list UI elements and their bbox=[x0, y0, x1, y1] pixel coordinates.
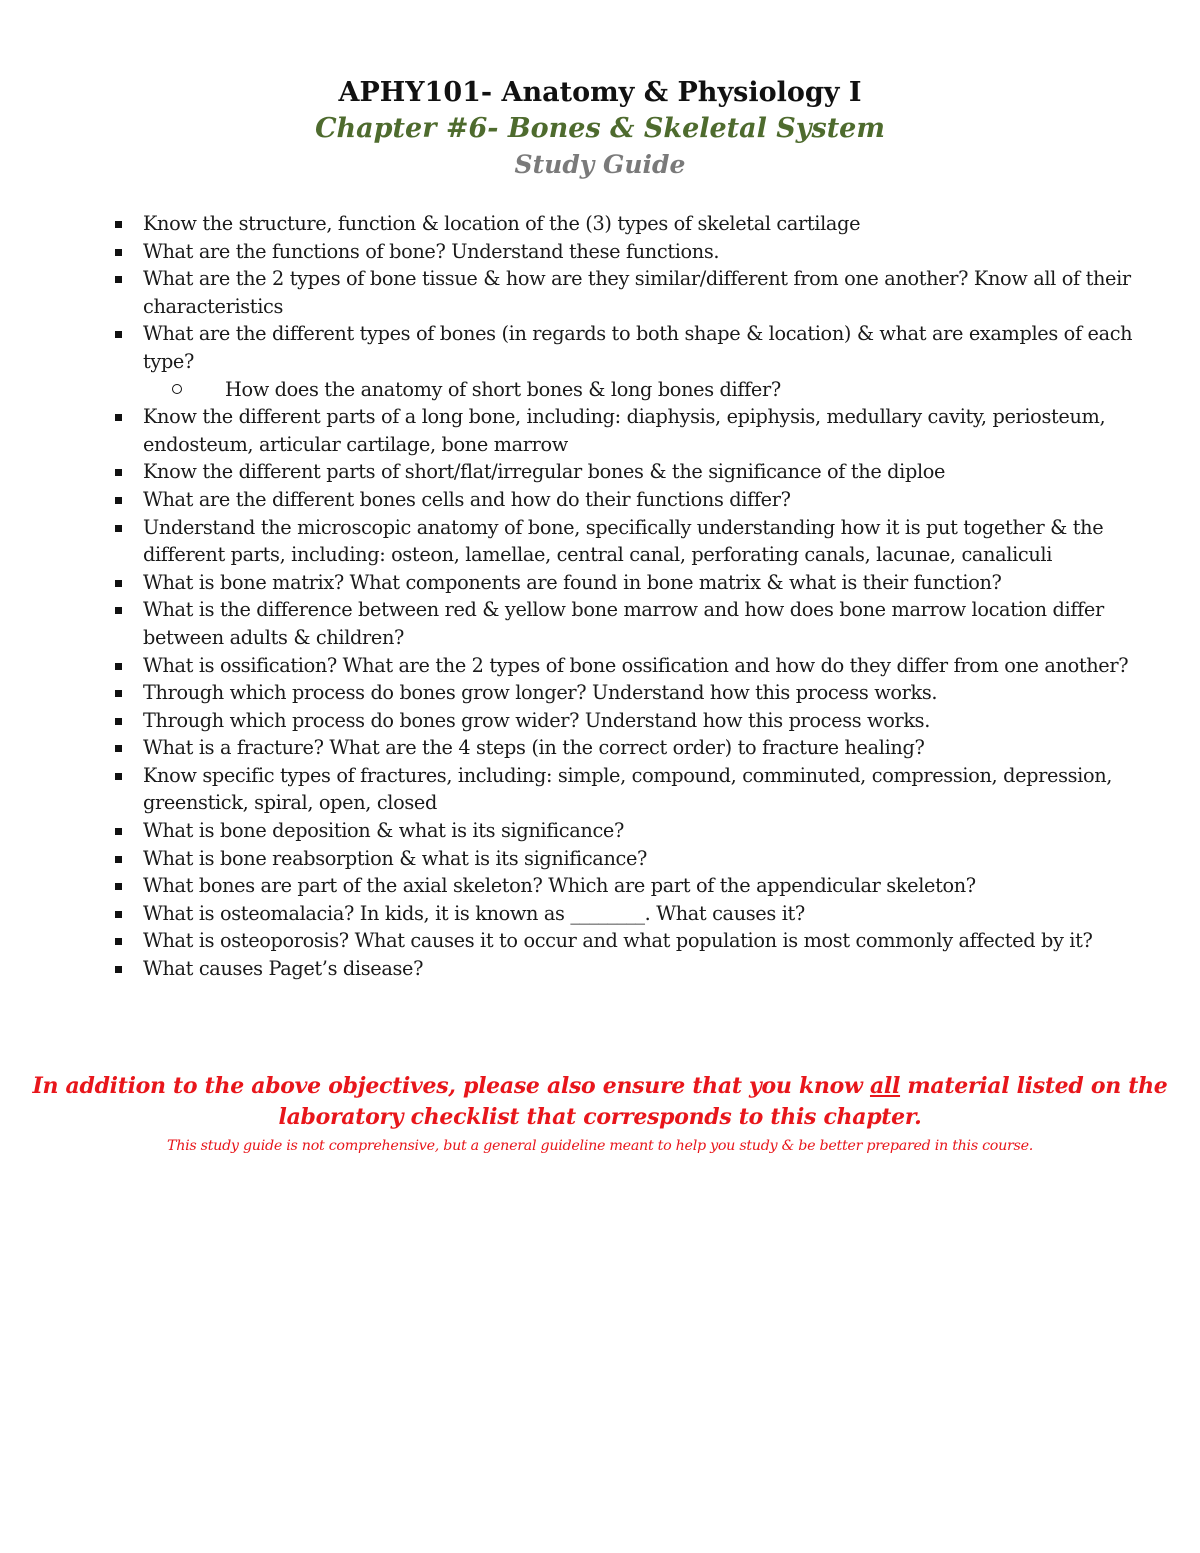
square-bullet-icon bbox=[115, 938, 122, 945]
objective-item bbox=[115, 596, 1135, 651]
circle-bullet-icon bbox=[172, 384, 182, 394]
objective-item bbox=[115, 679, 1135, 707]
objective-text: What are the 2 types of bone tissue & how are they similar/different from one another? Know all of their characteristics bbox=[143, 267, 1131, 318]
square-bullet-icon bbox=[115, 966, 122, 973]
lab-checklist-notice bbox=[0, 1071, 1200, 1133]
square-bullet-icon bbox=[115, 469, 122, 476]
objective-item bbox=[115, 486, 1135, 514]
objective-item bbox=[115, 652, 1135, 680]
objective-item bbox=[115, 210, 1135, 238]
square-bullet-icon bbox=[115, 718, 122, 725]
disclaimer: This study guide is not comprehensive, but a general guideline meant to help you study & be better prepared in this course. bbox=[166, 1138, 1033, 1154]
objective-text: What is osteoporosis? What causes it to occur and what population is most commonly affected by it? bbox=[143, 929, 1093, 953]
square-bullet-icon bbox=[115, 663, 122, 670]
objective-text: What is bone reabsorption & what is its significance? bbox=[143, 846, 648, 870]
square-bullet-icon bbox=[115, 690, 122, 697]
objective-text: What is osteomalacia? In kids, it is known as ________. What causes it? bbox=[143, 901, 805, 925]
objective-text: Know specific types of fractures, including: simple, compound, comminuted, compression, depression, greenstick, spiral, open, closed bbox=[143, 763, 1113, 815]
objective-item bbox=[115, 762, 1135, 817]
objectives-list bbox=[115, 210, 1135, 983]
square-bullet-icon bbox=[115, 276, 122, 283]
objective-item bbox=[115, 927, 1135, 955]
objective-item bbox=[115, 955, 1135, 983]
objective-item bbox=[115, 458, 1135, 486]
notice-emphasis: all bbox=[869, 1073, 901, 1099]
study-guide-label: Study Guide bbox=[514, 150, 686, 179]
objective-text: What is bone deposition & what is its significance? bbox=[143, 819, 624, 843]
objective-item bbox=[115, 403, 1135, 458]
objective-item bbox=[115, 900, 1135, 928]
sub-objective-item bbox=[115, 376, 1135, 404]
objective-item bbox=[115, 734, 1135, 762]
objective-text: What bones are part of the axial skeleton? Which are part of the appendicular skeleton? bbox=[143, 874, 976, 898]
notice-text-after: material listed on the laboratory checklist that corresponds to this chapter. bbox=[278, 1073, 1168, 1130]
square-bullet-icon bbox=[115, 911, 122, 918]
objective-item bbox=[115, 514, 1135, 569]
square-bullet-icon bbox=[115, 249, 122, 256]
objective-item bbox=[115, 707, 1135, 735]
objective-item bbox=[115, 238, 1135, 266]
square-bullet-icon bbox=[115, 497, 122, 504]
square-bullet-icon bbox=[115, 883, 122, 890]
square-bullet-icon bbox=[115, 773, 122, 780]
square-bullet-icon bbox=[115, 414, 122, 421]
objective-text: Know the different parts of short/flat/irregular bones & the significance of the diploe bbox=[143, 460, 946, 484]
notice-text-before: In addition to the above objectives, please also ensure that you know bbox=[32, 1073, 870, 1099]
square-bullet-icon bbox=[115, 745, 122, 752]
square-bullet-icon bbox=[115, 580, 122, 587]
square-bullet-icon bbox=[115, 607, 122, 614]
objective-text: Through which process do bones grow longer? Understand how this process works. bbox=[143, 681, 938, 705]
objective-text: What are the functions of bone? Understand these functions. bbox=[143, 239, 720, 263]
objective-item bbox=[115, 872, 1135, 900]
square-bullet-icon bbox=[115, 331, 122, 338]
objective-text: How does the anatomy of short bones & long bones differ? bbox=[225, 377, 781, 401]
chapter-subtitle: Chapter #6- Bones & Skeletal System bbox=[315, 113, 885, 144]
objective-text: What causes Paget’s disease? bbox=[143, 957, 424, 981]
course-title: APHY101- Anatomy & Physiology I bbox=[338, 77, 862, 108]
objective-item bbox=[115, 845, 1135, 873]
objective-text: What are the different bones cells and how do their functions differ? bbox=[143, 487, 791, 511]
square-bullet-icon bbox=[115, 828, 122, 835]
objective-item bbox=[115, 569, 1135, 597]
objective-text: What are the different types of bones (in regards to both shape & location) & what are examples of each type? bbox=[143, 322, 1133, 373]
square-bullet-icon bbox=[115, 221, 122, 228]
objective-item bbox=[115, 320, 1135, 375]
objective-text: What is a fracture? What are the 4 steps (in the correct order) to fracture healing? bbox=[143, 736, 925, 760]
objective-text: What is ossification? What are the 2 types of bone ossification and how do they differ from one another? bbox=[143, 653, 1129, 677]
square-bullet-icon bbox=[115, 525, 122, 532]
objective-text: Know the different parts of a long bone, including: diaphysis, epiphysis, medullary cavity, periosteum, endosteum, articular cartilage, bone marrow bbox=[143, 405, 1106, 456]
objective-item bbox=[115, 265, 1135, 320]
objective-text: Know the structure, function & location of the (3) types of skeletal cartilage bbox=[143, 212, 861, 235]
objective-text: What is bone matrix? What components are found in bone matrix & what is their function? bbox=[143, 570, 1002, 594]
objective-text: What is the difference between red & yellow bone marrow and how does bone marrow location differ between adults & children? bbox=[143, 598, 1104, 649]
objective-text: Through which process do bones grow wider? Understand how this process works. bbox=[143, 708, 930, 732]
square-bullet-icon bbox=[115, 856, 122, 863]
objective-item bbox=[115, 817, 1135, 845]
objective-text: Understand the microscopic anatomy of bone, specifically understanding how it is put together & the different parts, including: osteon, lamellae, central canal, perforating canals, lacunae, canaliculi bbox=[143, 515, 1104, 567]
